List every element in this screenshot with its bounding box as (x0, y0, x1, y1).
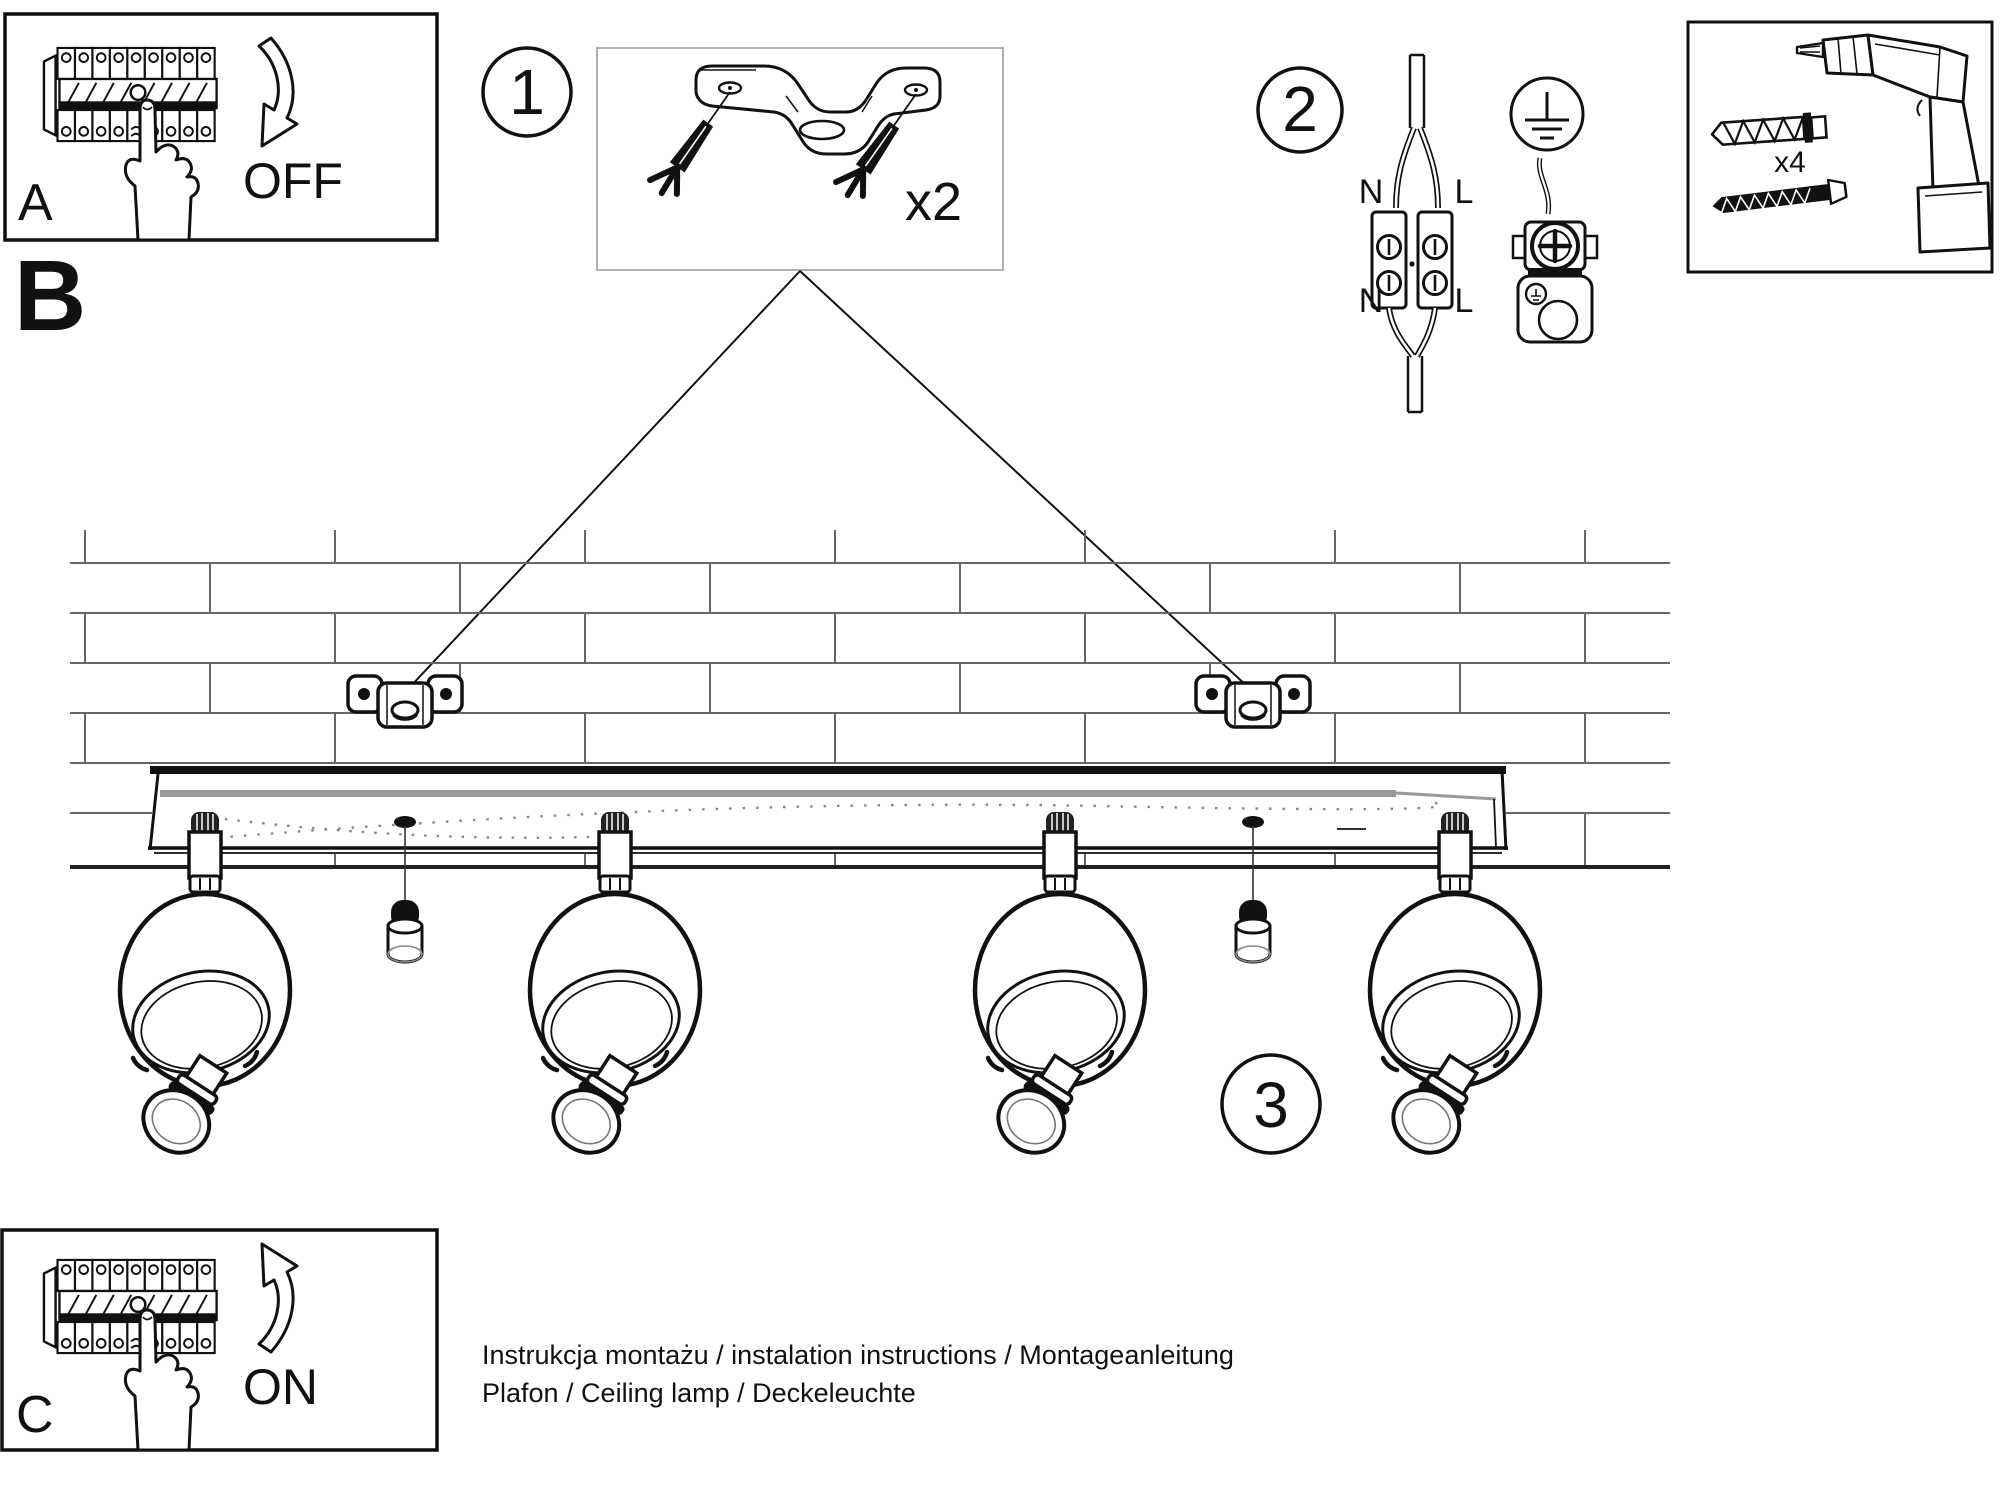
tools-box (1688, 22, 1992, 272)
section-b-label: B (14, 240, 87, 352)
rail-groove (160, 790, 1396, 797)
rail-body (152, 774, 1506, 850)
parts-box-border (597, 48, 1003, 270)
step-1-parts-box (597, 48, 1003, 270)
footer (482, 1340, 1234, 1408)
leader-lines (409, 271, 1249, 688)
wiring-diagram (1359, 55, 1597, 412)
ground-terminal-icon (1513, 158, 1597, 342)
terminal-label-n-bottom: N (1358, 282, 1384, 320)
terminal-label-l-top: L (1454, 173, 1474, 211)
spotlight-1 (120, 812, 290, 1165)
breaker-panel-icon (44, 48, 217, 141)
panel-c-label: C (16, 1386, 54, 1444)
ceiling-rail (148, 766, 1508, 853)
wall-bracket-left (348, 676, 462, 727)
wall-bracket-right (1196, 676, 1310, 727)
footer-line-1: Instrukcja montażu / instalation instructions / Montageanleitung (482, 1340, 1234, 1370)
brick-joints-row2 (85, 613, 1585, 663)
brick-joints-top (85, 530, 1585, 563)
spotlight-4 (1370, 812, 1540, 1165)
brick-joints-row1 (210, 563, 1460, 613)
step-1-badge (483, 48, 571, 136)
power-off-label: OFF (243, 153, 343, 209)
step-2-badge (1258, 68, 1342, 152)
rail-top-edge (150, 766, 1506, 774)
power-on-label: ON (243, 1359, 318, 1415)
terminal-label-n-top: N (1358, 173, 1384, 211)
footer-line-2: Plafon / Ceiling lamp / Deckeleuchte (482, 1378, 916, 1408)
step-1-number: 1 (509, 56, 545, 128)
brick-joints-row4 (85, 713, 1585, 763)
bracket-quantity: x2 (905, 172, 963, 232)
step-2-number: 2 (1282, 73, 1318, 145)
panel-a-label: A (18, 174, 53, 232)
terminal-block-icon (1372, 212, 1452, 308)
anchor-quantity: x4 (1774, 146, 1806, 179)
step-3-badge (1222, 1055, 1320, 1153)
terminal-label-l-bottom: L (1454, 282, 1474, 320)
panel-a-box (5, 14, 437, 240)
spotlight-2 (530, 812, 700, 1165)
outgoing-cable-icon (1389, 308, 1435, 412)
supply-cable-icon (1396, 55, 1438, 208)
step-3-number: 3 (1253, 1069, 1289, 1141)
breaker-panel-icon (44, 1260, 217, 1353)
panel-c-box (2, 1230, 437, 1450)
spotlight-3 (975, 812, 1145, 1165)
earth-symbol-icon (1511, 78, 1583, 150)
